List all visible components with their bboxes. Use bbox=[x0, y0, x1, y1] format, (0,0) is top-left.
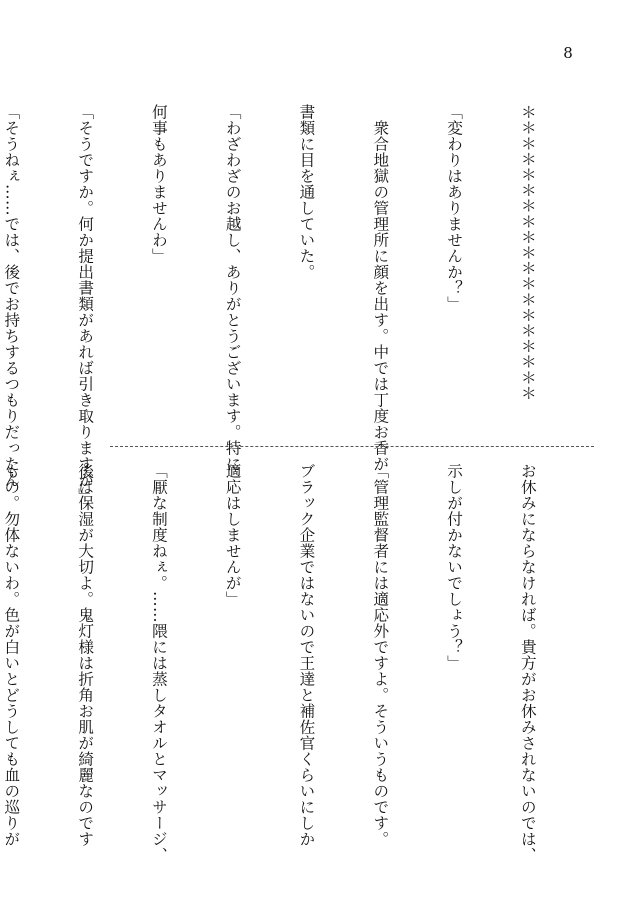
text-line: 「わざわざのお越し、ありがとうございます。特に bbox=[223, 104, 242, 472]
text-line: 「管理監督者には適応外ですよ。そういうものです。 bbox=[371, 463, 390, 847]
text-line: 「そうねぇ……では、後でお持ちするつもりだったん bbox=[2, 104, 21, 488]
text-line: ブラック企業ではないので王達と補佐官くらいにしか bbox=[297, 463, 316, 847]
text-line: 「厭な制度ねぇ。……隈には蒸しタオルとマッサージ、 bbox=[149, 463, 168, 863]
text-line: 「変わりはありませんか？」 bbox=[445, 104, 464, 312]
column-divider bbox=[110, 446, 594, 447]
text-line: お休みにならなければ。貴方がお休みされないのでは、 bbox=[518, 463, 537, 863]
text-line: 書類に目を通していた。 bbox=[297, 104, 316, 280]
text-line: 何事もありませんわ」 bbox=[149, 104, 168, 264]
text-line: 示しが付かないでしょう？」 bbox=[445, 463, 464, 671]
page-number: 8 bbox=[563, 44, 573, 62]
upper-text-block bbox=[2, 104, 589, 504]
text-line: 「そうですか。何か提出書類があれば引き取りますが」 bbox=[76, 104, 95, 504]
text-line: 衆合地獄の管理所に顔を出す。中では丁度お香が bbox=[371, 104, 390, 472]
lower-text-block bbox=[2, 463, 589, 863]
section-break-asterisks: ＊＊＊＊＊＊＊＊＊＊＊＊＊＊＊＊＊＊＊ bbox=[518, 104, 537, 401]
text-line: 後は保湿が大切よ。鬼灯様は折角お肌が綺麗なのです bbox=[76, 463, 95, 847]
text-line: 適応はしませんが」 bbox=[223, 463, 242, 607]
text-line: もの。勿体ないわ。色が白いとどうしても血の巡りが bbox=[2, 463, 21, 847]
